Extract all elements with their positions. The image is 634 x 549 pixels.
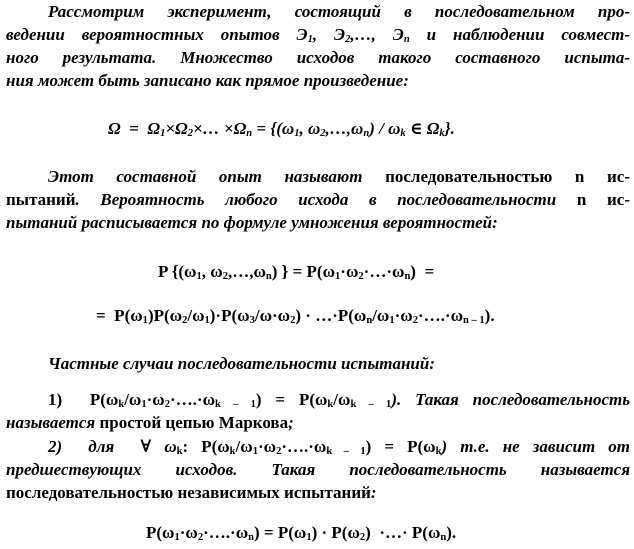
term-sequence: последовательностью n ис-: [385, 167, 630, 186]
text: ·ω: [146, 390, 165, 409]
subscript: 2: [187, 128, 193, 140]
text: 1) P(ω: [48, 390, 119, 409]
subscript: n: [248, 532, 254, 544]
text: ,…,ω: [227, 262, 266, 281]
subscript: 3: [249, 315, 255, 327]
heading-special-cases: Частные случаи последовательности испытаний:: [48, 354, 435, 373]
formula-multiplication-rule: [96, 306, 495, 327]
subscript: 1: [160, 128, 166, 140]
text: /ω: [124, 390, 142, 409]
text: ·ω: [394, 306, 413, 325]
text: ) } = P(ω: [271, 262, 336, 281]
term-independent-trials: последовательностью независимых испытаний: [6, 483, 371, 502]
text: : P(ω: [182, 437, 230, 456]
subscript: k – 1: [215, 399, 256, 411]
subscript: 2: [290, 315, 296, 327]
subscript: 2: [358, 271, 364, 283]
subscript: 1: [196, 271, 202, 283]
text: , ω: [299, 119, 321, 138]
subscript: 2: [182, 315, 188, 327]
text: пытаний: [6, 190, 76, 209]
text: ) / ω: [369, 119, 401, 138]
subscript: n – 1: [463, 315, 485, 327]
subscript: 1: [142, 315, 148, 327]
text: ) = P(ω: [365, 437, 436, 456]
text: ;: [288, 413, 294, 432]
text: P(ω: [146, 523, 175, 542]
text: ·….·ω: [170, 390, 216, 409]
subscript: 2: [276, 446, 282, 458]
paragraph-intro-line-3: ного результата. Множество исходов такого составного испыта-: [6, 48, 630, 67]
text: ×… ×Ω: [192, 119, 247, 138]
subscript: 2: [222, 271, 228, 283]
subscript: 2: [320, 128, 326, 140]
formula-independent-product: [146, 523, 457, 544]
text: ,…,ω: [325, 119, 364, 138]
subscript: k: [327, 399, 334, 411]
text: /ω·ω: [254, 306, 291, 325]
text: /ω: [235, 437, 253, 456]
formula-direct-product: [108, 119, 455, 140]
subscript: k: [400, 128, 406, 140]
subscript: 1: [252, 446, 258, 458]
text: , ω: [201, 262, 223, 281]
text: , Э: [312, 25, 346, 44]
text: = {(ω: [252, 119, 295, 138]
text: ).: [446, 523, 457, 542]
subscript: 1: [307, 34, 313, 46]
text: ·….·ω: [418, 306, 464, 325]
paragraph-sequence-line-1: [48, 168, 630, 185]
text: и наблюдении совмест-: [409, 25, 630, 44]
subscript: 1: [389, 315, 395, 327]
subscript: n: [366, 315, 373, 327]
text: ) ·…· P(ω: [365, 523, 441, 542]
case-2-line-1: [48, 437, 630, 458]
case-2-line-3: [6, 484, 377, 501]
subscript: 1: [174, 532, 180, 544]
text: ).: [484, 306, 495, 325]
subscript: 1: [294, 128, 300, 140]
text: ) т.е. не зависит от: [441, 437, 630, 456]
text: Этот составной опыт называют: [48, 167, 386, 186]
subscript: 1: [204, 315, 210, 327]
subscript: k: [118, 399, 125, 411]
text: . Вероятность любого исхода в последовательности: [75, 190, 577, 209]
subscript: k: [435, 446, 442, 458]
case-1-line-2: [6, 414, 294, 431]
subscript: 1: [141, 399, 147, 411]
subscript: n: [265, 271, 272, 283]
text: ,…, Э: [350, 25, 404, 44]
text: ) = P(ω: [254, 523, 307, 542]
subscript: n: [404, 271, 411, 283]
paragraph-intro-line-4: ния может быть записано как прямое произведение:: [6, 71, 409, 90]
text: P {(ω: [158, 262, 197, 281]
subscript: 2: [345, 34, 351, 46]
paragraph-intro-line-2: [6, 25, 630, 46]
subscript: k: [229, 446, 236, 458]
case-1-line-1: [48, 390, 631, 411]
text: ·ω: [257, 437, 277, 456]
text: Ω = Ω: [108, 119, 161, 138]
term-markov-chain: простой цепью Маркова: [99, 413, 289, 432]
subscript: n: [440, 532, 447, 544]
text: называется: [6, 413, 100, 432]
text: ·….·ω: [281, 437, 327, 456]
text: 2) для ∀ ω: [48, 437, 177, 456]
case-2-line-2: предшествующих исходов. Такая последовательность называется: [6, 460, 630, 479]
paragraph-sequence-line-3: пытаний расписывается по формуле умножения вероятностей:: [6, 213, 498, 232]
text: ·ω: [179, 523, 198, 542]
text: ·…·ω: [363, 262, 405, 281]
paragraph-sequence-line-2: [6, 191, 630, 208]
text: ∈ Ω: [405, 119, 440, 138]
text: /ω: [372, 306, 390, 325]
formula-sequence-probability: [158, 262, 435, 283]
text: ) · …·P(ω: [295, 306, 367, 325]
text: ) = P(ω: [255, 390, 328, 409]
subscript: k – 1: [326, 446, 366, 458]
subscript: k – 1: [350, 399, 392, 411]
text: n ис-: [576, 190, 630, 209]
subscript: 1: [335, 271, 341, 283]
subscript: 2: [197, 532, 204, 544]
text: ведении вероятностных опытов Э: [6, 25, 308, 44]
subscript: n: [363, 128, 370, 140]
subscript: n: [403, 34, 410, 46]
subscript: 2: [164, 399, 170, 411]
text: ·….·ω: [203, 523, 249, 542]
subscript: 2: [359, 532, 366, 544]
subscript: k: [176, 446, 183, 458]
text: )·P(ω: [209, 306, 250, 325]
text: = P(ω: [96, 306, 143, 325]
text: /ω: [187, 306, 205, 325]
text: ) =: [410, 262, 435, 281]
subscript: 2: [412, 315, 418, 327]
subscript: 1: [306, 532, 312, 544]
paragraph-intro-line-1: Рассмотрим эксперимент, состоящий в последовательном про-: [48, 2, 630, 21]
text: }.: [444, 119, 455, 138]
text: ·ω: [340, 262, 359, 281]
subscript: k: [439, 128, 445, 140]
text: :: [370, 483, 377, 502]
text: ) · P(ω: [311, 523, 360, 542]
text: )P(ω: [147, 306, 183, 325]
text: /ω: [333, 390, 351, 409]
subscript: n: [246, 128, 253, 140]
text: ×Ω: [165, 119, 188, 138]
text: ). Такая последовательность: [391, 390, 631, 409]
